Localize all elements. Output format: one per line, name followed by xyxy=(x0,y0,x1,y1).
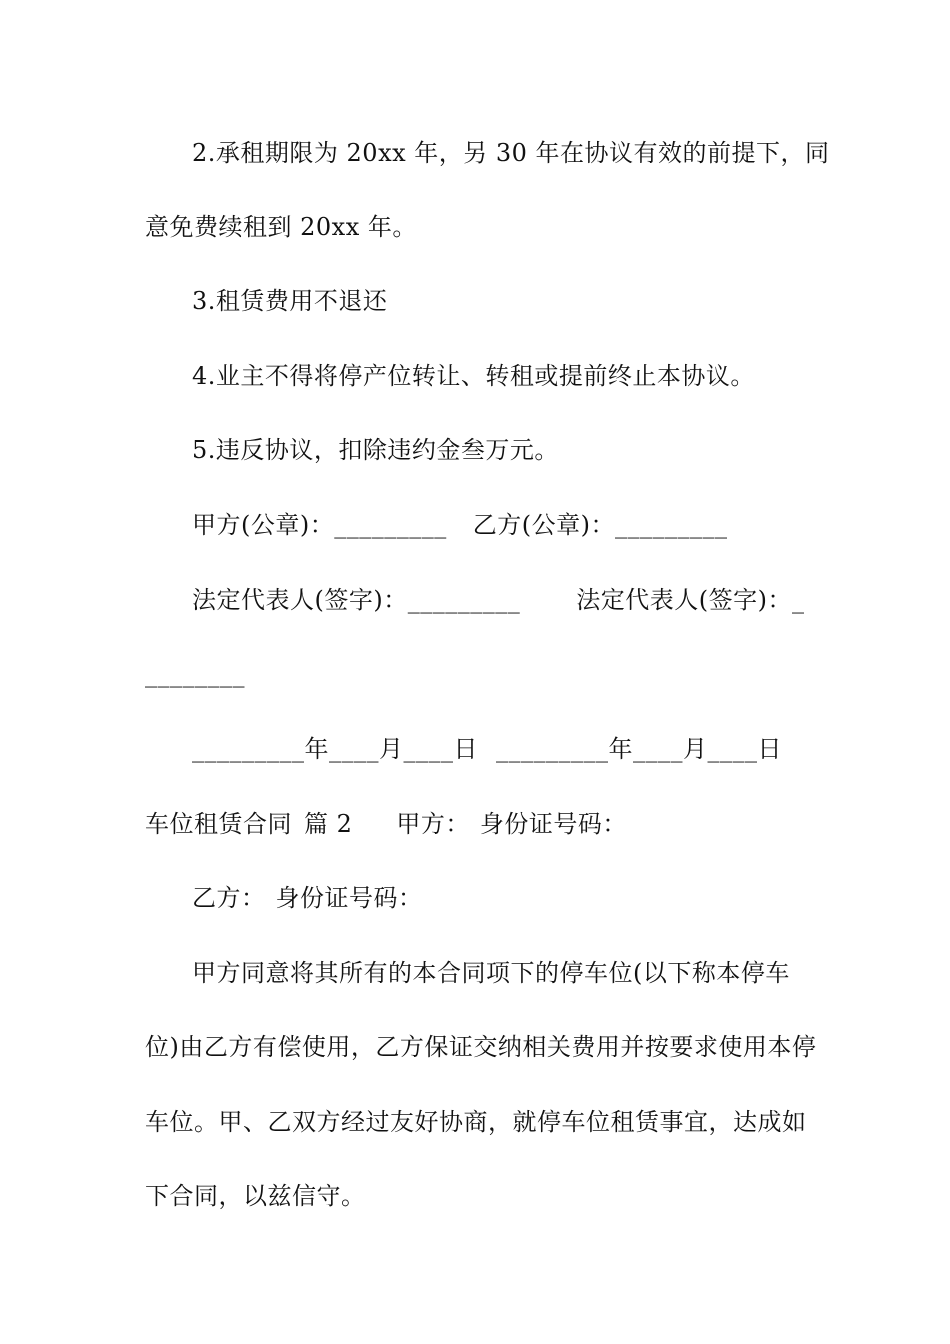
representative-a: 法定代表人(签字)：_________ xyxy=(192,586,521,614)
clause-3: 3.租赁费用不退还 xyxy=(192,287,388,315)
party-a-id-label: 身份证号码： xyxy=(479,810,627,838)
seal-line xyxy=(192,509,812,541)
clause-2-line-1: 2.承租期限为 20xx 年，另 30 年在协议有效的前提下，同 xyxy=(192,139,830,167)
party-b-seal: 乙方(公章)：_________ xyxy=(472,511,728,539)
contract-title: 车位租赁合同 xyxy=(145,810,292,838)
clause-2-line-2: 意免费续租到 20xx 年。 xyxy=(145,213,417,241)
intro-line-2: 位)由乙方有偿使用，乙方保证交纳相关费用并按要求使用本停 xyxy=(145,1033,817,1061)
representative-b-continued: ________ xyxy=(145,660,245,688)
intro-line-1: 甲方同意将其所有的本合同项下的停车位(以下称本停车 xyxy=(192,959,790,987)
clause-4: 4.业主不得将停产位转让、转租或提前终止本协议。 xyxy=(192,362,755,390)
representative-b: 法定代表人(签字)：_ xyxy=(576,586,805,614)
intro-line-3: 车位。甲、乙双方经过友好协商，就停车位租赁事宜，达成如 xyxy=(145,1108,807,1136)
date-line xyxy=(192,733,812,765)
party-b-label: 乙方： xyxy=(192,884,266,912)
section-label: 篇 2 xyxy=(304,810,353,838)
party-a-label: 甲方： xyxy=(396,810,470,838)
date-b: _________年____月____日 xyxy=(496,735,782,763)
representative-line xyxy=(192,584,812,616)
clause-5: 5.违反协议，扣除违约金叁万元。 xyxy=(192,436,559,464)
date-a: _________年____月____日 xyxy=(192,735,478,763)
contract-2-heading xyxy=(145,808,815,840)
party-a-seal: 甲方(公章)：_________ xyxy=(192,511,447,539)
intro-line-4: 下合同，以兹信守。 xyxy=(145,1182,366,1210)
party-b-id-label: 身份证号码： xyxy=(275,884,423,912)
party-b-line xyxy=(192,882,812,914)
